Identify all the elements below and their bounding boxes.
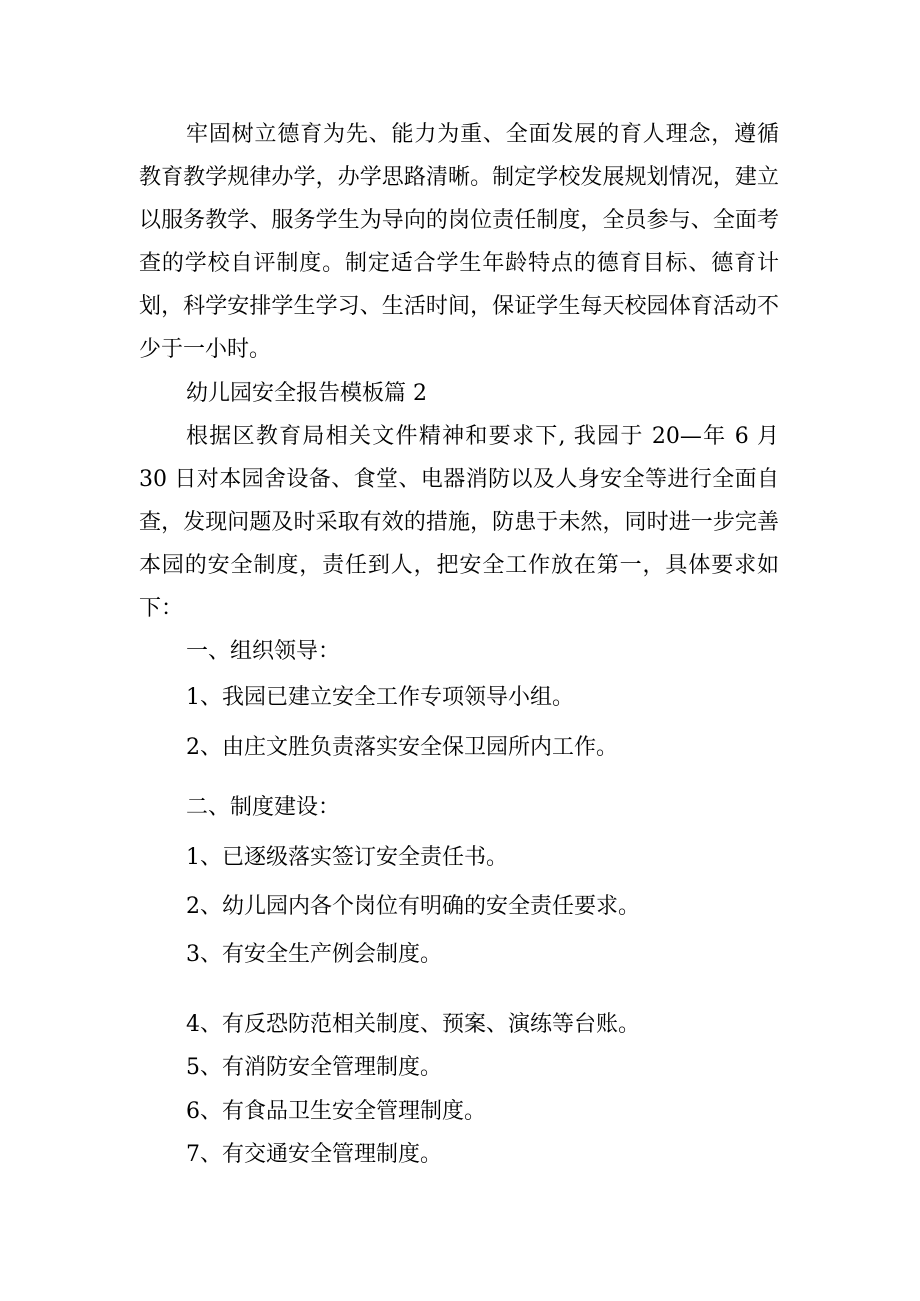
list-item-system-5: 5、有消防安全管理制度。 xyxy=(186,1055,442,1080)
paragraph-inspection-summary: 根据区教育局相关文件精神和要求下, 我园于 20—年 6 月 30 日对本园舍设备、食堂、电器消防以及人身安全等进行全面自查，发现问题及时采取有效的措施，防患于未然，同时进一步完善本园的安全制度，责任到人，把安全工作放在第一，具体要求如下： xyxy=(139,424,779,621)
list-item-organization-2: 2、由庄文胜负责落实安全保卫园所内工作。 xyxy=(186,735,618,760)
section-title-organization: 一、组织领导： xyxy=(186,639,341,664)
list-item-system-1: 1、已逐级落实签订安全责任书。 xyxy=(186,845,508,870)
list-item-organization-1: 1、我园已建立安全工作专项领导小组。 xyxy=(186,685,574,710)
section-title-system-building: 二、制度建设： xyxy=(186,795,341,820)
paragraph-education-philosophy: 牢固树立德育为先、能力为重、全面发展的育人理念，遵循教育教学规律办学，办学思路清晰。制定学校发展规划情况，建立以服务教学、服务学生为导向的岗位责任制度，全员参与、全面考查的学校自评制度。制定适合学生年龄特点的德育目标、德育计划，科学安排学生学习、生活时间，保证学生每天校园体育活动不少于一小时。 xyxy=(139,122,779,362)
list-item-system-2: 2、幼儿园内各个岗位有明确的安全责任要求。 xyxy=(186,894,640,919)
list-item-system-7: 7、有交通安全管理制度。 xyxy=(186,1142,442,1167)
list-item-system-4: 4、有反恐防范相关制度、预案、演练等台账。 xyxy=(186,1012,640,1037)
list-item-system-6: 6、有食品卫生安全管理制度。 xyxy=(186,1099,486,1124)
section-heading-report-template: 幼儿园安全报告模板篇 2 xyxy=(186,381,427,406)
list-item-system-3: 3、有安全生产例会制度。 xyxy=(186,942,442,967)
